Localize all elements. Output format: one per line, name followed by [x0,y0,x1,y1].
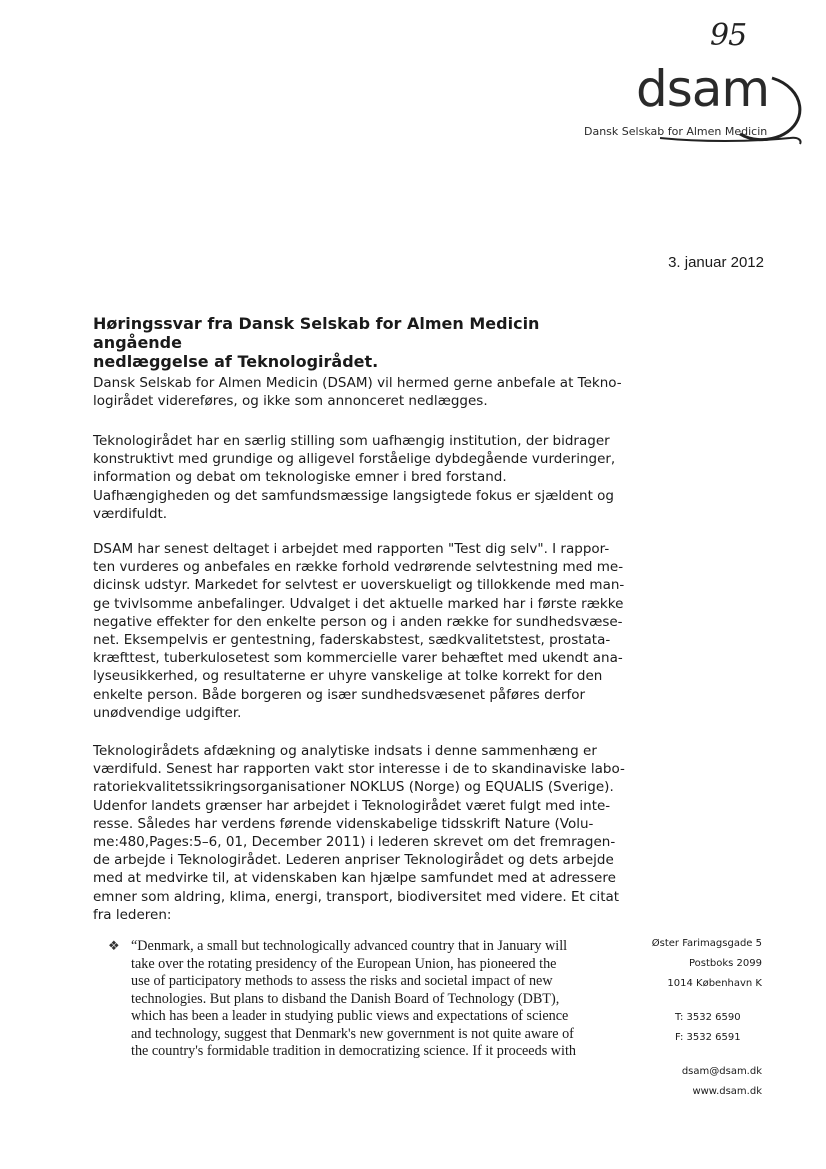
paragraph-line: værdifuld. Senest har rapporten vakt stor interesse i de to skandinaviske labo- [93,761,625,778]
paragraph-line: DSAM har senest deltaget i arbejdet med rapporten "Test dig selv". I rappor- [93,541,610,557]
diamond-bullet-icon: ❖ [108,939,120,954]
paragraph-line: Teknologirådets afdækning og analytiske indsats i denne sammenhæng er [93,743,597,759]
paragraph-line: kræfttest, tuberkulosetest som kommercielle varer behæftet med ukendt ana- [93,650,623,667]
paragraph-line: emner som aldring, klima, energi, transport, biodiversitet med videre. Et citat [93,888,620,905]
paragraph-self-test-report [93,540,624,722]
contact-phone-fax [600,1008,762,1048]
paragraph-line: lyseusikkerhed, og resultaterne er uhyre vanskelige at tolke korrekt for den [93,668,603,685]
letter-title [93,314,633,371]
contact-city: 1014 København K [667,978,762,989]
paragraph-line: Uafhængigheden og det samfundsmæssige langsigtede fokus er sjældent og [93,487,614,504]
paragraph-line: unødvendige udgifter. [93,704,242,721]
paragraph-line: information og debat om teknologiske emner i bred forstand. [93,469,507,486]
paragraph-line: negative effekter for den enkelte person og i anden række for sundhedsvæse- [93,613,623,630]
contact-pobox: Postboks 2099 [688,958,762,969]
quote-text [131,938,576,1061]
contact-phone: T: 3532 6590 [675,1012,741,1023]
paragraph-line: ratoriekvalitetssikringsorganisationer NOKLUS (Norge) og EQUALIS (Sverige). [93,779,614,796]
quote-line: use of participatory methods to assess the risks and societal impact of new [131,973,553,989]
paragraph-line: logirådet videreføres, og ikke som annonceret nedlægges. [93,393,488,410]
paragraph-line: me:480,Pages:5–6, 01, December 2011) i lederen skrevet om det fremragen- [93,834,616,851]
paragraph-line: enkelte person. Både borgeren og især sundhedsvæsenet påføres derfor [93,686,586,703]
contact-email: dsam@dsam.dk [681,1066,762,1077]
paragraph-line: net. Eksempelvis er gentestning, faderskabstest, sædkvalitetstest, prostata- [93,632,611,649]
contact-website: www.dsam.dk [692,1086,762,1097]
quote-line: technologies. But plans to disband the Danish Board of Technology (DBT), [131,990,560,1007]
dsam-logo-tagline: Dansk Selskab for Almen Medicin [584,125,768,138]
paragraph-line: med at medvirke til, at videnskaben kan hjælpe samfundet med at adressere [93,870,616,887]
paragraph-line: Dansk Selskab for Almen Medicin (DSAM) vil hermed gerne anbefale at Tekno- [93,375,622,391]
quote-line: take over the rotating presidency of the European Union, has pioneered the [131,955,557,972]
paragraph-line: fra lederen: [93,906,172,923]
paragraph-line: Teknologirådet har en særlig stilling som uafhængig institution, der bidrager [93,433,610,449]
letter-date: 3. januar 2012 [668,254,764,271]
title-line: nedlæggelse af Teknologirådet. [93,352,379,371]
quote-line: the country's formidable tradition in democratizing science. If it proceeds with [131,1043,576,1059]
paragraph-line: de arbejde i Teknologirådet. Lederen anpriser Teknologirådet og dets arbejde [93,852,614,869]
paragraph-line: ge tvivlsomme anbefalinger. Udvalget i det aktuelle marked har i første række [93,595,624,612]
contact-street: Øster Farimagsgade 5 [651,938,762,949]
dsam-logo-wordmark: dsam [636,60,770,118]
title-line: Høringssvar fra Dansk Selskab for Almen Medicin angående [93,314,540,352]
paragraph-line: ten vurderes og anbefales en række forhold vedrørende selvtestning med me- [93,559,624,576]
paragraph-line: værdifuldt. [93,505,168,522]
contact-fax: F: 3532 6591 [675,1032,741,1043]
quote-line: which has been a leader in studying public views and expectations of science [131,1008,569,1024]
paragraph-independence [93,432,615,523]
paragraph-line: Udenfor landets grænser har arbejdet i Teknologirådet været fulgt med inte- [93,797,611,814]
paragraph-international-interest [93,742,625,924]
paragraph-line: resse. Således har verdens førende videnskabelige tidsskrift Nature (Volu- [93,815,594,832]
quote-line: “Denmark, a small but technologically advanced country that in January will [131,938,568,954]
handwritten-page-number: 95 [710,18,747,53]
quote-line: and technology, suggest that Denmark's new government is not quite aware of [131,1025,574,1042]
contact-web [628,1062,762,1102]
paragraph-line: dicinsk udstyr. Markedet for selvtest er uoverskueligt og tillokkende med man- [93,577,625,594]
paragraph-recommendation [93,374,622,410]
contact-address [628,934,762,994]
paragraph-line: konstruktivt med grundige og alligevel forståelige dybdegående vurderinger, [93,451,616,468]
